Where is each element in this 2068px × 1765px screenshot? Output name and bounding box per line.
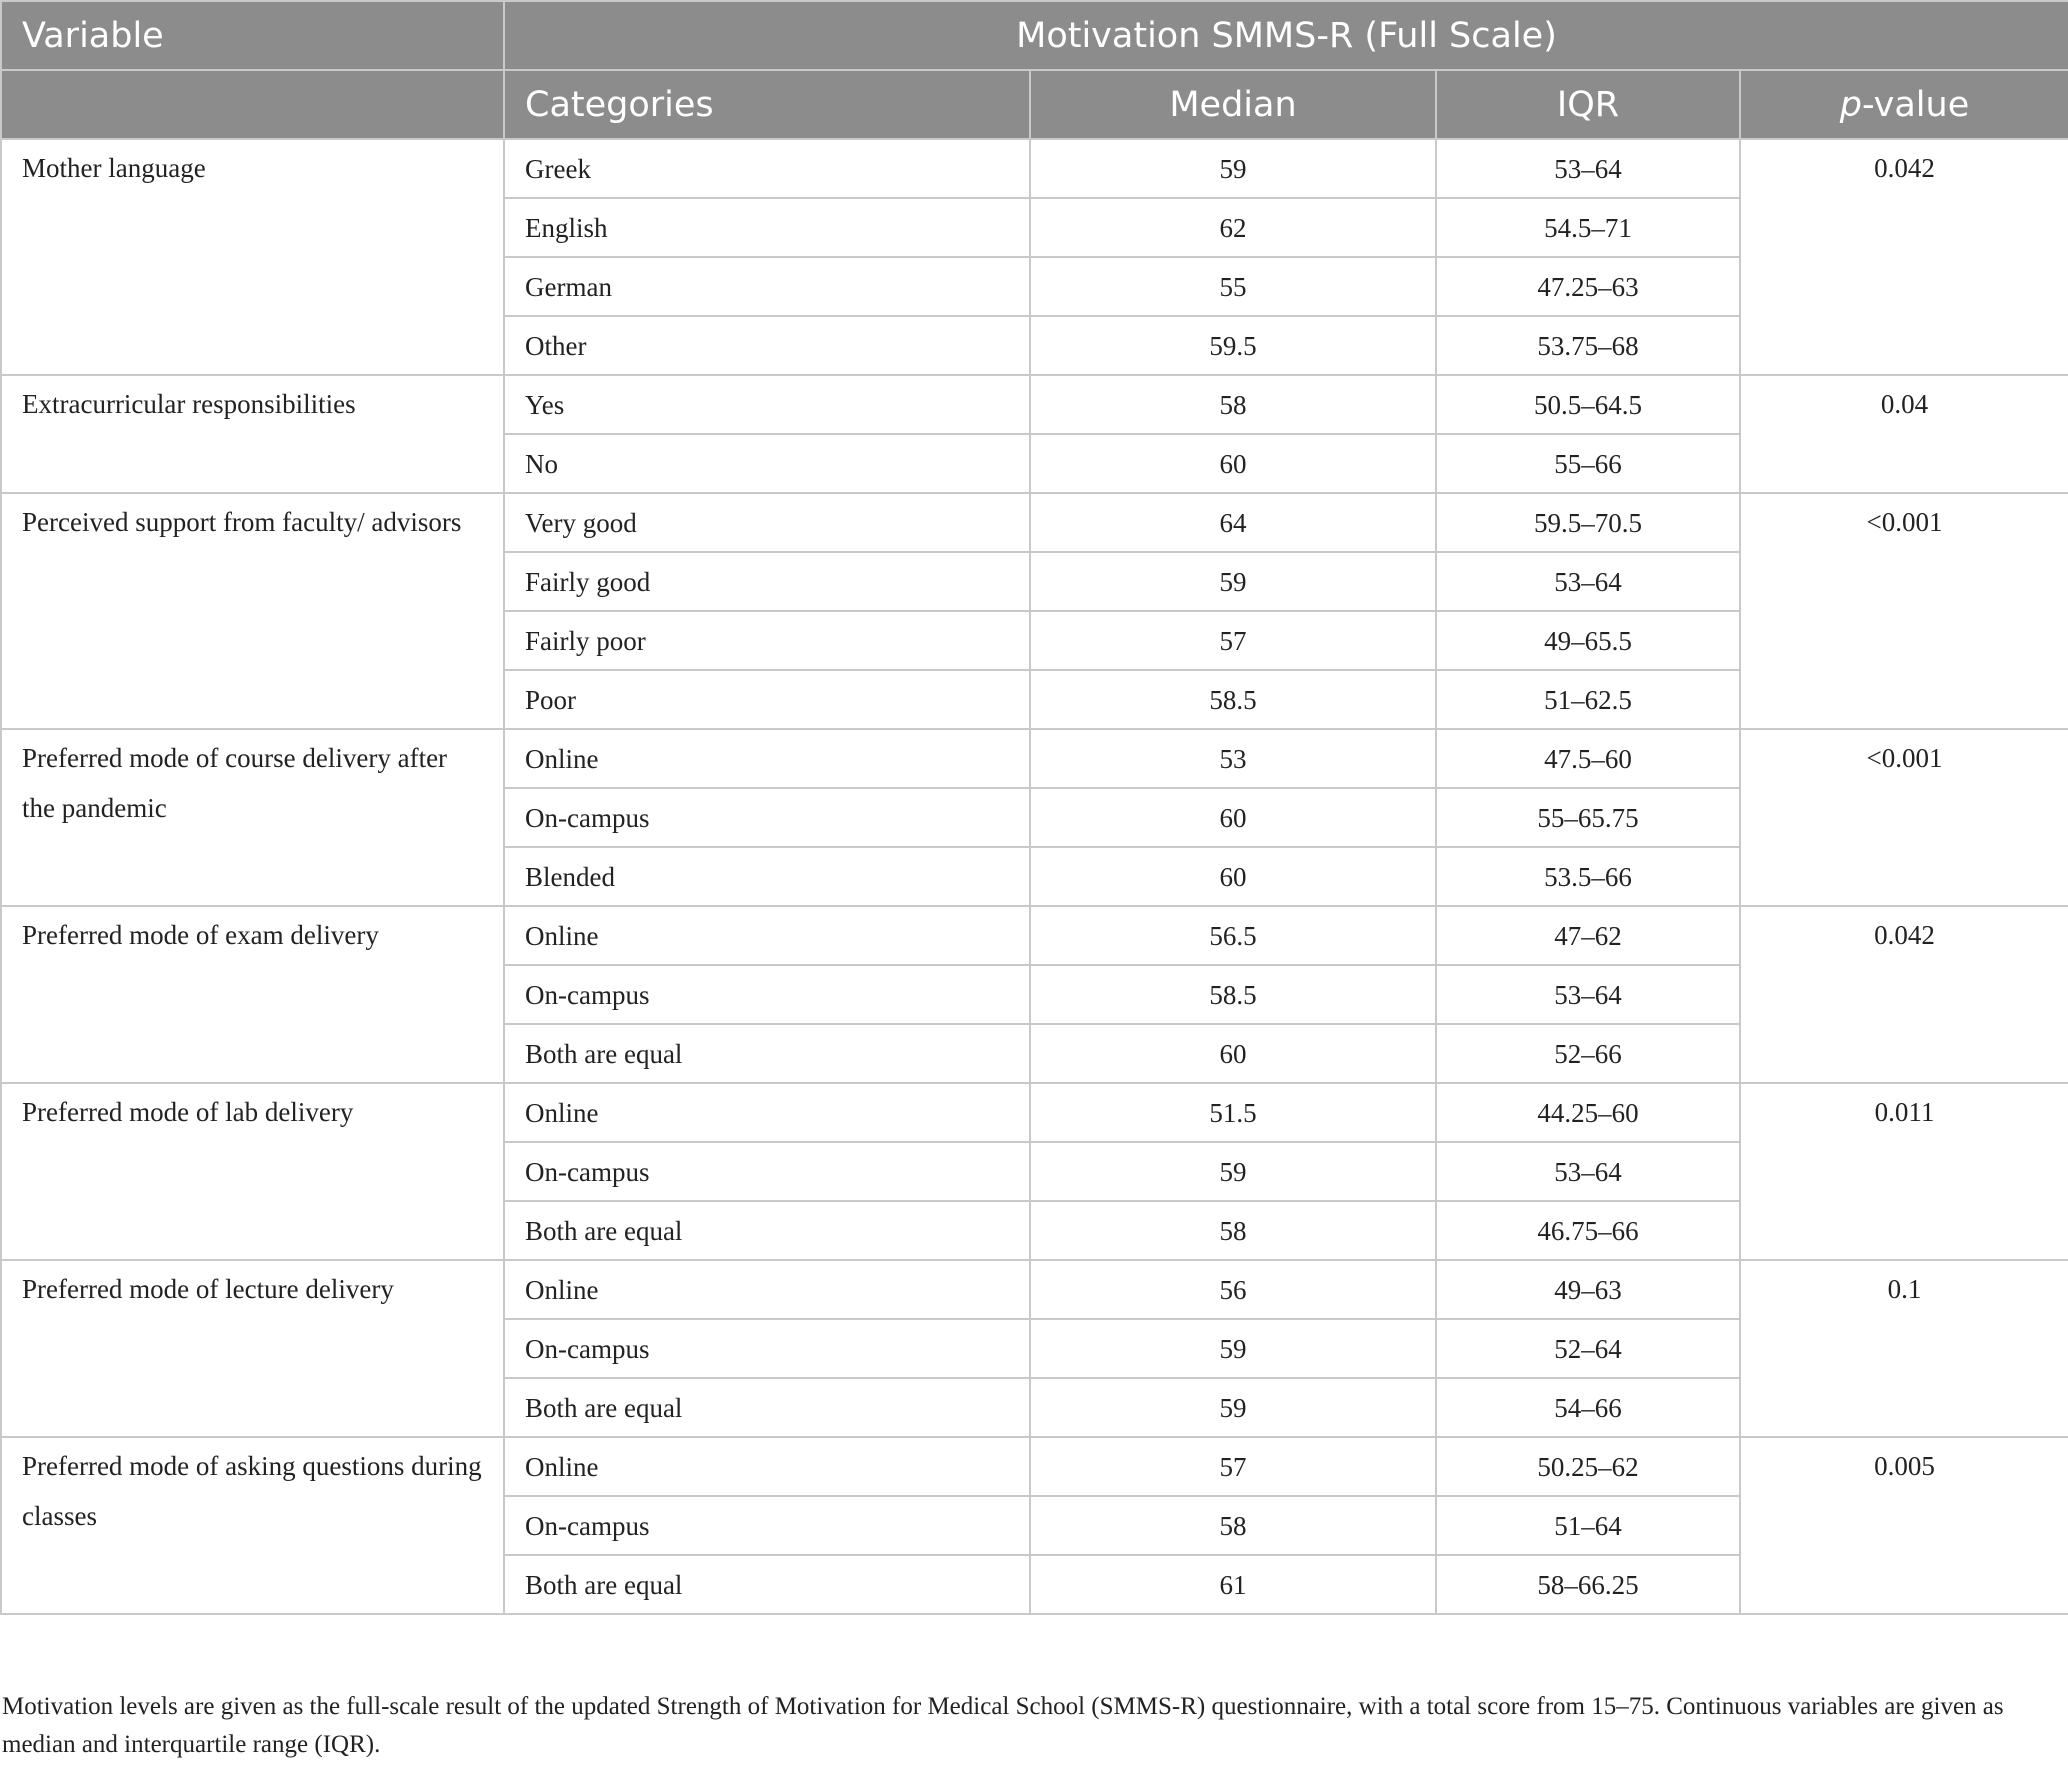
- header-row-sub: [1, 70, 2068, 139]
- p-value-cell: 0.005: [1740, 1437, 2068, 1614]
- pvalue-header-suffix: -value: [1861, 84, 1970, 125]
- table-row: [1, 906, 2068, 965]
- median-cell: 59: [1030, 1319, 1436, 1378]
- category-cell: On-campus: [504, 1496, 1030, 1555]
- variable-cell: Perceived support from faculty/ advisors: [1, 493, 504, 729]
- category-cell: No: [504, 434, 1030, 493]
- iqr-cell: 51–64: [1436, 1496, 1740, 1555]
- p-value-cell: 0.011: [1740, 1083, 2068, 1260]
- category-cell: German: [504, 257, 1030, 316]
- category-cell: On-campus: [504, 1142, 1030, 1201]
- iqr-cell: 50.25–62: [1436, 1437, 1740, 1496]
- table-row: [1, 729, 2068, 788]
- iqr-cell: 53.75–68: [1436, 316, 1740, 375]
- iqr-cell: 53–64: [1436, 552, 1740, 611]
- median-cell: 60: [1030, 434, 1436, 493]
- iqr-cell: 55–65.75: [1436, 788, 1740, 847]
- p-value-cell: <0.001: [1740, 493, 2068, 729]
- table-row: [1, 375, 2068, 434]
- iqr-header: IQR: [1436, 70, 1740, 139]
- p-value-cell: 0.042: [1740, 906, 2068, 1083]
- iqr-cell: 46.75–66: [1436, 1201, 1740, 1260]
- table-row: [1, 493, 2068, 552]
- iqr-cell: 54.5–71: [1436, 198, 1740, 257]
- iqr-cell: 50.5–64.5: [1436, 375, 1740, 434]
- median-cell: 60: [1030, 847, 1436, 906]
- variable-cell: Preferred mode of exam delivery: [1, 906, 504, 1083]
- category-cell: Both are equal: [504, 1201, 1030, 1260]
- median-cell: 53: [1030, 729, 1436, 788]
- variable-header: Variable: [1, 1, 504, 70]
- median-cell: 55: [1030, 257, 1436, 316]
- table-row: [1, 1437, 2068, 1496]
- iqr-cell: 55–66: [1436, 434, 1740, 493]
- category-cell: Blended: [504, 847, 1030, 906]
- table-body: [1, 139, 2068, 1614]
- median-cell: 59: [1030, 139, 1436, 198]
- iqr-cell: 44.25–60: [1436, 1083, 1740, 1142]
- category-cell: Fairly good: [504, 552, 1030, 611]
- table-row: [1, 139, 2068, 198]
- median-cell: 59.5: [1030, 316, 1436, 375]
- iqr-cell: 47.25–63: [1436, 257, 1740, 316]
- median-cell: 60: [1030, 1024, 1436, 1083]
- median-cell: 60: [1030, 788, 1436, 847]
- iqr-cell: 51–62.5: [1436, 670, 1740, 729]
- variable-cell: Preferred mode of lecture delivery: [1, 1260, 504, 1437]
- table-header: [1, 1, 2068, 139]
- median-header: Median: [1030, 70, 1436, 139]
- iqr-cell: 47.5–60: [1436, 729, 1740, 788]
- header-row-top: [1, 1, 2068, 70]
- category-cell: Yes: [504, 375, 1030, 434]
- category-cell: Poor: [504, 670, 1030, 729]
- median-cell: 56: [1030, 1260, 1436, 1319]
- iqr-cell: 53–64: [1436, 1142, 1740, 1201]
- pvalue-header: [1740, 70, 2068, 139]
- p-value-cell: <0.001: [1740, 729, 2068, 906]
- median-cell: 62: [1030, 198, 1436, 257]
- median-cell: 58: [1030, 375, 1436, 434]
- variable-cell: Preferred mode of course delivery after the pandemic: [1, 729, 504, 906]
- category-cell: Online: [504, 729, 1030, 788]
- category-cell: Both are equal: [504, 1378, 1030, 1437]
- median-cell: 57: [1030, 1437, 1436, 1496]
- category-cell: Online: [504, 906, 1030, 965]
- table-footnote: Motivation levels are given as the full-scale result of the updated Strength of Motivation for Medical School (SMMS-R) questionnaire, with a total score from 15–75. Continuous variables are given as median and interquartile range (IQR).: [2, 1693, 2004, 1758]
- category-cell: English: [504, 198, 1030, 257]
- table-row: [1, 1260, 2068, 1319]
- group-header: Motivation SMMS-R (Full Scale): [504, 1, 2068, 70]
- median-cell: 58: [1030, 1496, 1436, 1555]
- p-value-cell: 0.04: [1740, 375, 2068, 493]
- variable-cell: Preferred mode of asking questions during classes: [1, 1437, 504, 1614]
- median-cell: 58: [1030, 1201, 1436, 1260]
- categories-header: Categories: [504, 70, 1030, 139]
- category-cell: Fairly poor: [504, 611, 1030, 670]
- category-cell: Other: [504, 316, 1030, 375]
- iqr-cell: 53.5–66: [1436, 847, 1740, 906]
- category-cell: Greek: [504, 139, 1030, 198]
- iqr-cell: 58–66.25: [1436, 1555, 1740, 1614]
- median-cell: 57: [1030, 611, 1436, 670]
- iqr-cell: 53–64: [1436, 139, 1740, 198]
- category-cell: On-campus: [504, 965, 1030, 1024]
- iqr-cell: 54–66: [1436, 1378, 1740, 1437]
- iqr-cell: 49–63: [1436, 1260, 1740, 1319]
- median-cell: 64: [1030, 493, 1436, 552]
- variable-cell: Mother language: [1, 139, 504, 375]
- median-cell: 59: [1030, 1142, 1436, 1201]
- median-cell: 59: [1030, 552, 1436, 611]
- median-cell: 59: [1030, 1378, 1436, 1437]
- median-cell: 56.5: [1030, 906, 1436, 965]
- iqr-cell: 52–64: [1436, 1319, 1740, 1378]
- pvalue-header-italic: p: [1839, 84, 1862, 125]
- category-cell: On-campus: [504, 1319, 1030, 1378]
- p-value-cell: 0.1: [1740, 1260, 2068, 1437]
- variable-cell: Extracurricular responsibilities: [1, 375, 504, 493]
- table-row: [1, 1083, 2068, 1142]
- iqr-cell: 52–66: [1436, 1024, 1740, 1083]
- category-cell: Both are equal: [504, 1555, 1030, 1614]
- median-cell: 51.5: [1030, 1083, 1436, 1142]
- variable-cell: Preferred mode of lab delivery: [1, 1083, 504, 1260]
- iqr-cell: 59.5–70.5: [1436, 493, 1740, 552]
- iqr-cell: 53–64: [1436, 965, 1740, 1024]
- category-cell: Very good: [504, 493, 1030, 552]
- iqr-cell: 49–65.5: [1436, 611, 1740, 670]
- category-cell: Online: [504, 1083, 1030, 1142]
- p-value-cell: 0.042: [1740, 139, 2068, 375]
- median-cell: 58.5: [1030, 965, 1436, 1024]
- category-cell: Online: [504, 1437, 1030, 1496]
- iqr-cell: 47–62: [1436, 906, 1740, 965]
- median-cell: 61: [1030, 1555, 1436, 1614]
- category-cell: On-campus: [504, 788, 1030, 847]
- median-cell: 58.5: [1030, 670, 1436, 729]
- category-cell: Both are equal: [504, 1024, 1030, 1083]
- empty-header-cell: [1, 70, 504, 139]
- category-cell: Online: [504, 1260, 1030, 1319]
